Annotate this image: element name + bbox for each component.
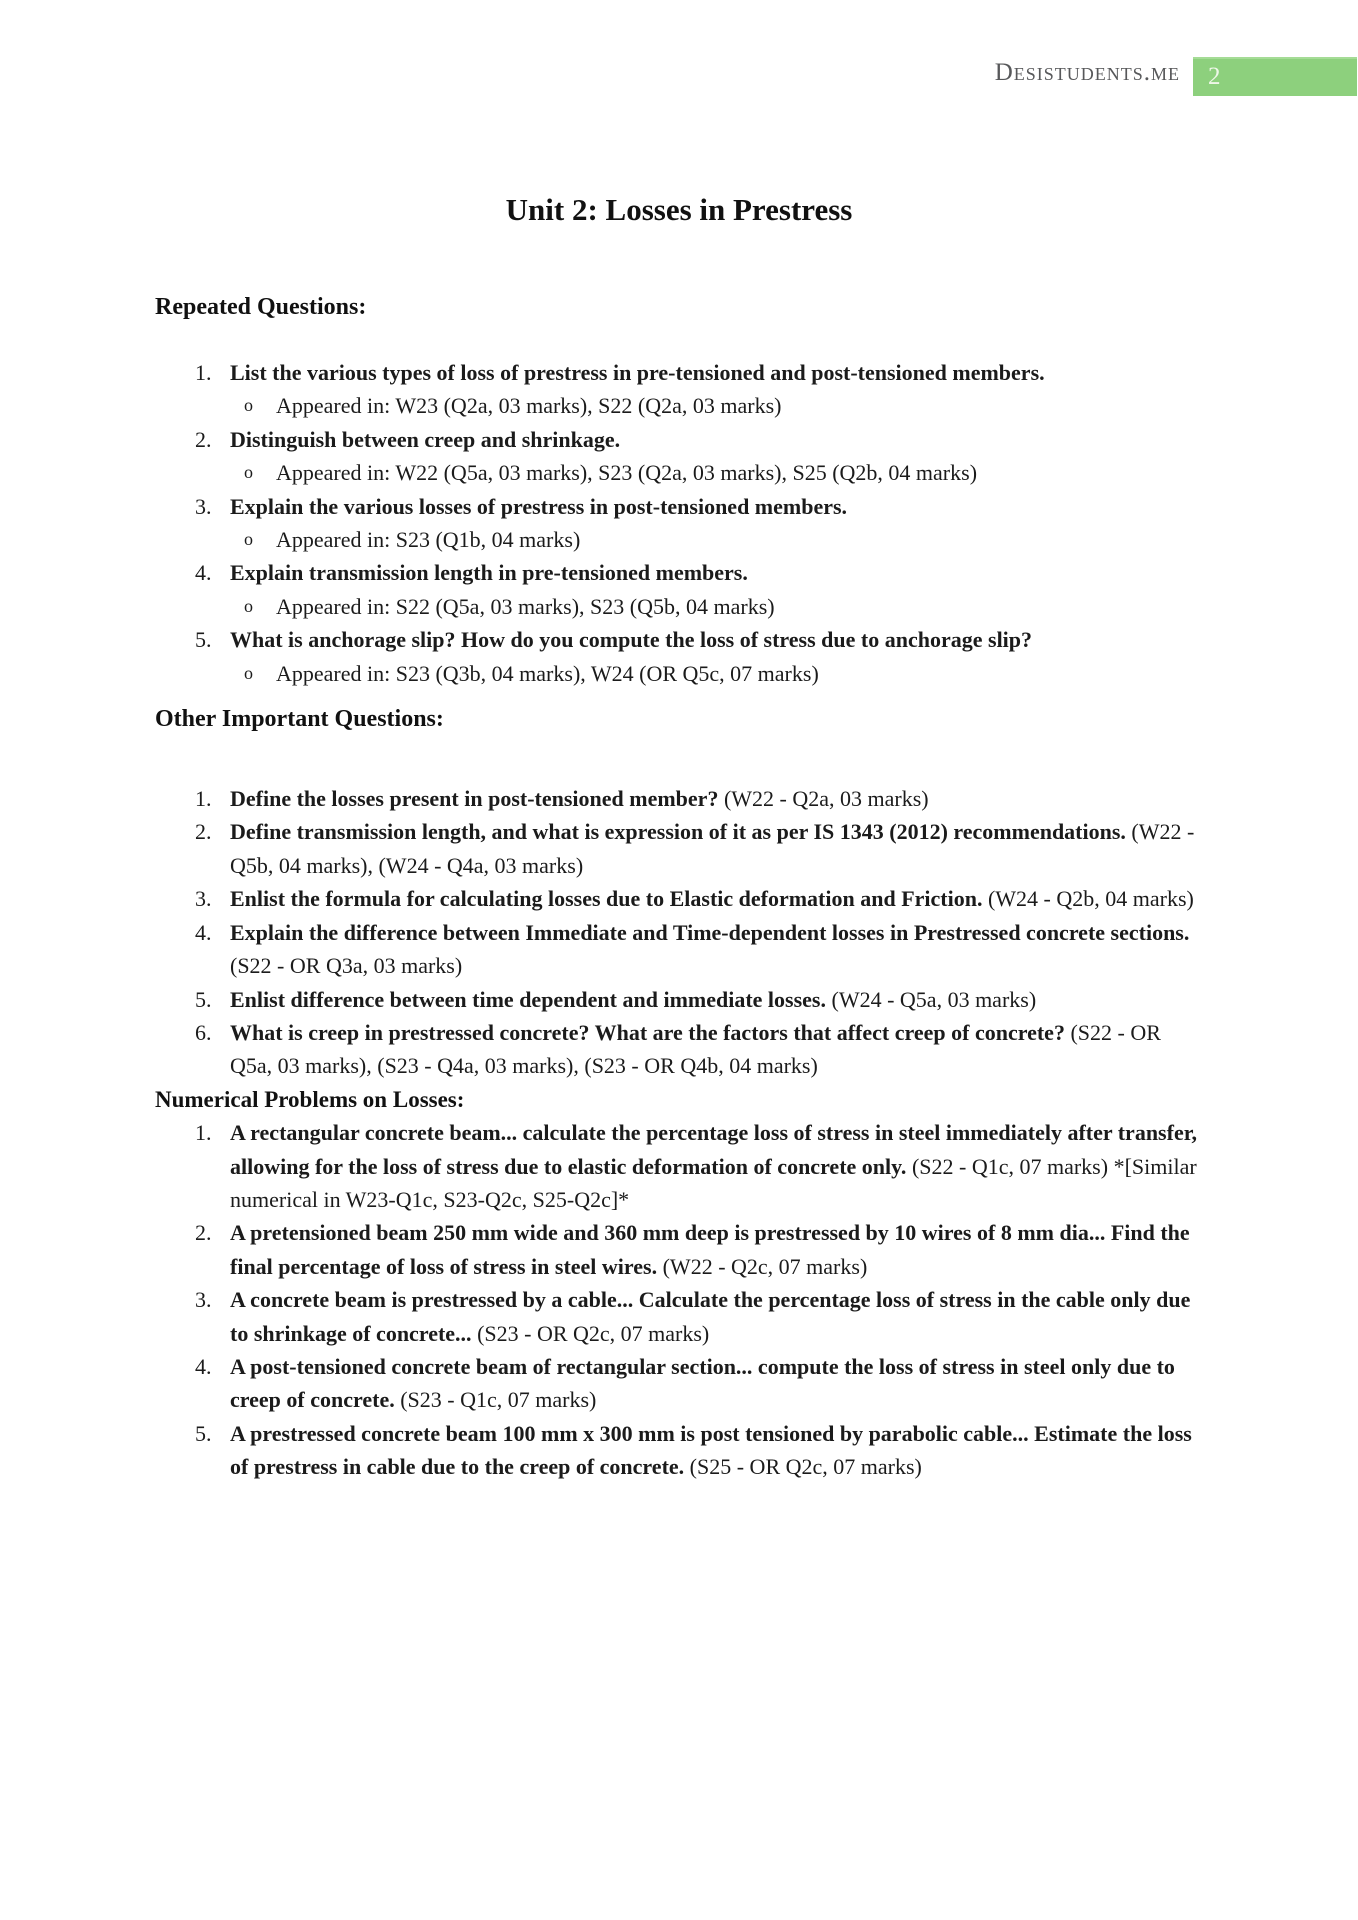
appeared-text: Appeared in: W22 (Q5a, 03 marks), S23 (Q2a, 03 marks), S25 (Q2b, 04 marks) [276, 460, 978, 486]
question-text: Enlist difference between time dependent and immediate losses. [230, 986, 826, 1012]
question-text: What is creep in prestressed concrete? What are the factors that affect creep of concrete? [230, 1019, 1065, 1045]
appeared-row [230, 590, 1205, 623]
question-text: What is anchorage slip? How do you compute the loss of stress due to anchorage slip? [230, 627, 1033, 653]
list-item [195, 1283, 1205, 1350]
question-text: Define the losses present in post-tensioned member? [230, 786, 719, 812]
item-number: 3. [195, 886, 212, 912]
question-text: A rectangular concrete beam... calculate the percentage loss of stress in steel immediately after transfer, allowing for the loss of stress due to elastic deformation of concrete only. [230, 1120, 1197, 1179]
list-item [195, 1116, 1205, 1216]
numerical-problems-list [155, 1116, 1205, 1483]
appeared-row [230, 523, 1205, 556]
item-number: 5. [195, 986, 212, 1012]
list-item [195, 1016, 1205, 1083]
repeated-questions-list [155, 356, 1205, 690]
other-questions-heading: Other Important Questions: [155, 706, 444, 733]
marks-text: (W22 - Q2c, 07 marks) [657, 1253, 868, 1279]
appeared-row [230, 389, 1205, 422]
appeared-row [230, 456, 1205, 489]
page-number-badge [1193, 57, 1357, 96]
question-text: A pretensioned beam 250 mm wide and 360 mm deep is prestressed by 10 wires of 8 mm dia... Find the final percentage of loss of stress in steel wires. [230, 1220, 1190, 1279]
question-text: Define transmission length, and what is expression of it as per IS 1343 (2012) recommendations. [230, 819, 1126, 845]
appeared-row [230, 657, 1205, 690]
page-number: 2 [1208, 63, 1221, 90]
marks-text: (S23 - Q1c, 07 marks) [394, 1387, 597, 1413]
marks-text: (W22 - Q5b, 04 marks), (W24 - Q4a, 03 marks) [230, 819, 1195, 878]
document-body [0, 290, 1358, 1484]
document-title: Unit 2: Losses in Prestress [505, 192, 853, 227]
item-number: 2. [195, 819, 212, 845]
list-item [195, 815, 1205, 882]
appeared-text: Appeared in: S22 (Q5a, 03 marks), S23 (Q5b, 04 marks) [276, 593, 775, 619]
list-item [195, 623, 1205, 690]
question-text: A post-tensioned concrete beam of rectangular section... compute the loss of stress in steel only due to creep of concrete. [230, 1353, 1175, 1413]
item-number: 1. [195, 360, 212, 385]
circle-bullet: o [244, 529, 253, 550]
question-text: Explain transmission length in pre-tensioned members. [230, 560, 748, 586]
item-number: 5. [195, 627, 212, 653]
item-number: 3. [195, 493, 212, 519]
item-number: 4. [195, 919, 212, 945]
appeared-text: Appeared in: S23 (Q3b, 04 marks), W24 (OR Q5c, 07 marks) [276, 660, 819, 686]
list-item [195, 916, 1205, 983]
marks-text: (S25 - OR Q2c, 07 marks) [684, 1454, 922, 1480]
list-item [195, 782, 1205, 815]
marks-text: (S22 - Q1c, 07 marks) *[Similar numerical in W23-Q1c, S23-Q2c, S25-Q2c]* [230, 1153, 1197, 1212]
list-item [195, 983, 1205, 1016]
circle-bullet: o [244, 462, 253, 483]
item-number: 1. [195, 1120, 212, 1146]
marks-text: (W24 - Q5a, 03 marks) [826, 986, 1037, 1012]
item-number: 2. [195, 1220, 212, 1246]
repeated-questions-heading: Repeated Questions: [155, 294, 367, 320]
other-questions-list [155, 782, 1205, 1083]
list-item [195, 882, 1205, 915]
question-text: A concrete beam is prestressed by a cable... Calculate the percentage loss of stress in the cable only due to shrinkage of concrete... [230, 1287, 1191, 1346]
list-item [195, 556, 1205, 623]
item-number: 5. [195, 1420, 212, 1446]
numerical-problems-heading: Numerical Problems on Losses: [155, 1086, 465, 1112]
question-text: A prestressed concrete beam 100 mm x 300 mm is post tensioned by parabolic cable... Estimate the loss of prestress in cable due to the creep of concrete. [230, 1420, 1192, 1480]
item-number: 4. [195, 560, 212, 586]
site-name: Desistudents.me [994, 59, 1180, 86]
appeared-text: Appeared in: W23 (Q2a, 03 marks), S22 (Q2a, 03 marks) [276, 393, 782, 419]
question-text: List the various types of loss of prestress in pre-tensioned and post-tensioned members. [230, 360, 1045, 385]
question-text: Enlist the formula for calculating losses due to Elastic deformation and Friction. [230, 886, 983, 912]
list-item [195, 1417, 1205, 1484]
question-text: Explain the difference between Immediate and Time-dependent losses in Prestressed concrete sections. [230, 919, 1190, 945]
item-number: 3. [195, 1287, 212, 1313]
item-number: 2. [195, 426, 212, 452]
marks-text: (S23 - OR Q2c, 07 marks) [471, 1320, 710, 1346]
circle-bullet: o [244, 395, 253, 416]
marks-text: (W22 - Q2a, 03 marks) [718, 786, 929, 812]
item-number: 4. [195, 1353, 212, 1379]
marks-text: (S22 - OR Q3a, 03 marks) [230, 953, 463, 979]
marks-text: (S22 - OR Q5a, 03 marks), (S23 - Q4a, 03 marks), (S23 - OR Q4b, 04 marks) [230, 1019, 1161, 1079]
list-item [195, 1350, 1205, 1417]
list-item [195, 1216, 1205, 1283]
circle-bullet: o [244, 595, 253, 616]
question-text: Distinguish between creep and shrinkage. [230, 426, 621, 452]
list-item [195, 423, 1205, 490]
item-number: 6. [195, 1019, 212, 1045]
appeared-text: Appeared in: S23 (Q1b, 04 marks) [276, 527, 581, 553]
marks-text: (W24 - Q2b, 04 marks) [982, 886, 1194, 912]
list-item [195, 356, 1205, 423]
list-item [195, 490, 1205, 557]
question-text: Explain the various losses of prestress in post-tensioned members. [230, 493, 848, 519]
item-number: 1. [195, 786, 212, 812]
page-header [0, 55, 1358, 97]
circle-bullet: o [244, 662, 253, 683]
